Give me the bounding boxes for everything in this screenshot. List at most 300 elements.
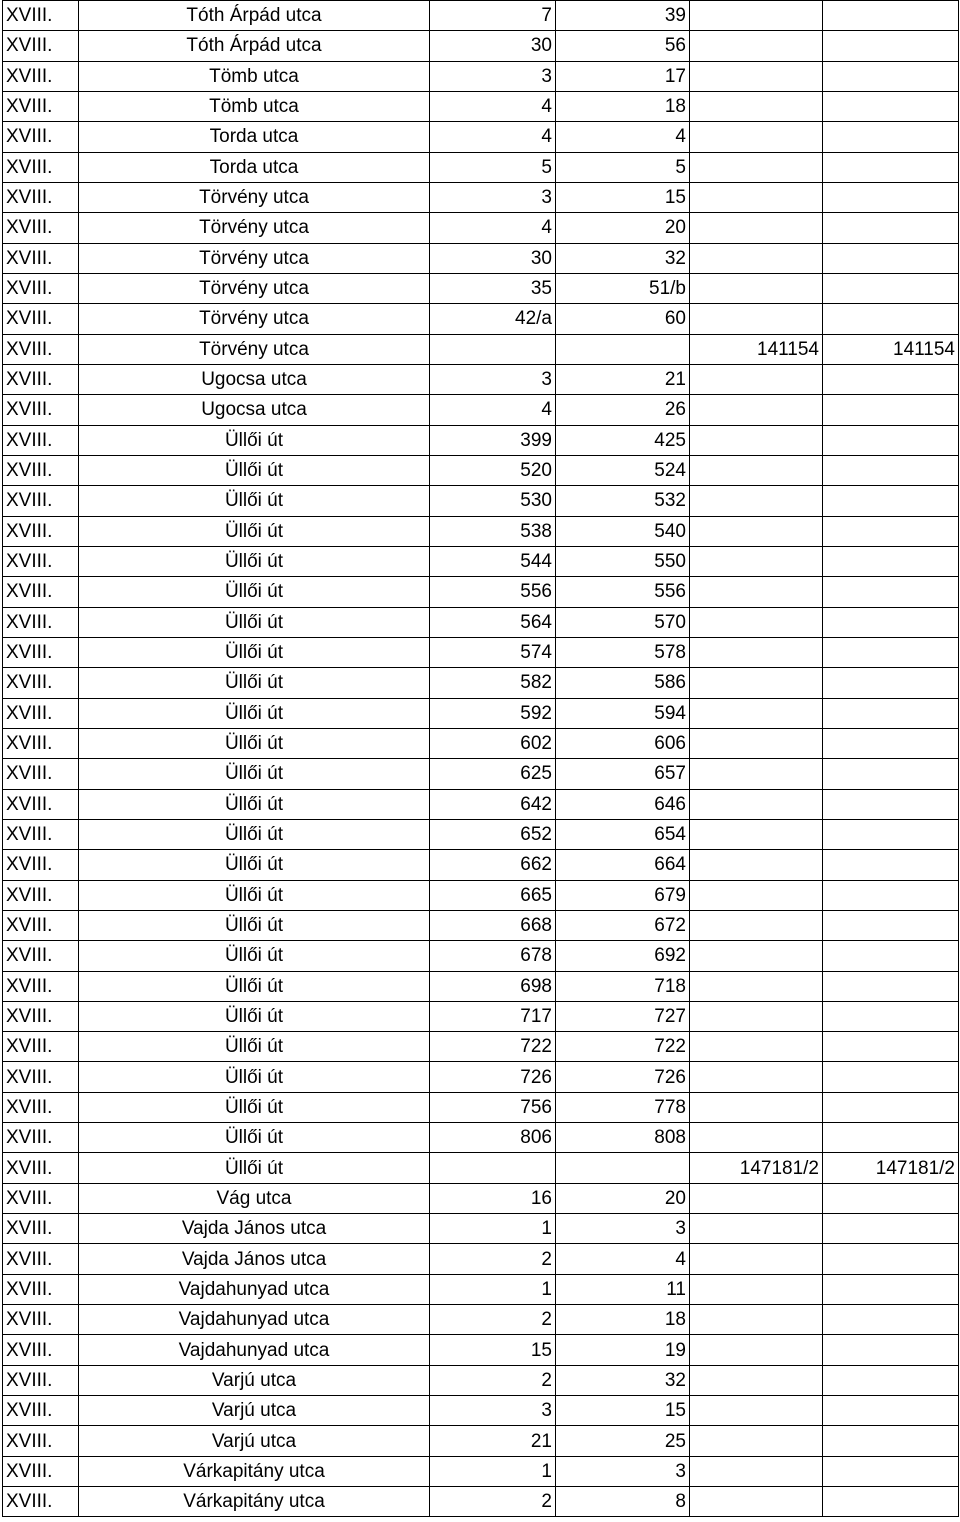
lot-number-end-cell [823, 546, 959, 576]
from-number-cell: 4 [430, 213, 556, 243]
to-number-cell: 672 [556, 910, 690, 940]
table-row [3, 1214, 959, 1244]
to-number-cell: 11 [556, 1274, 690, 1304]
street-name-cell: Vajdahunyad utca [79, 1335, 430, 1365]
to-number-cell: 39 [556, 1, 690, 31]
lot-number-end-cell [823, 1305, 959, 1335]
district-cell: XVIII. [3, 152, 79, 182]
lot-number-end-cell [823, 941, 959, 971]
lot-number-cell [690, 1123, 823, 1153]
from-number-cell: 3 [430, 61, 556, 91]
from-number-cell: 806 [430, 1123, 556, 1153]
lot-number-cell [690, 486, 823, 516]
to-number-cell: 425 [556, 425, 690, 455]
district-cell: XVIII. [3, 1214, 79, 1244]
to-number-cell: 32 [556, 243, 690, 273]
from-number-cell: 2 [430, 1365, 556, 1395]
street-name-cell: Törvény utca [79, 213, 430, 243]
street-name-cell: Üllői út [79, 1001, 430, 1031]
from-number-cell: 1 [430, 1274, 556, 1304]
lot-number-end-cell [823, 789, 959, 819]
street-name-cell: Ugocsa utca [79, 395, 430, 425]
district-cell: XVIII. [3, 819, 79, 849]
district-cell: XVIII. [3, 243, 79, 273]
to-number-cell: 5 [556, 152, 690, 182]
lot-number-end-cell [823, 1214, 959, 1244]
lot-number-cell [690, 182, 823, 212]
to-number-cell: 15 [556, 1396, 690, 1426]
district-cell: XVIII. [3, 668, 79, 698]
lot-number-cell [690, 880, 823, 910]
district-cell: XVIII. [3, 1092, 79, 1122]
from-number-cell: 602 [430, 728, 556, 758]
from-number-cell: 665 [430, 880, 556, 910]
from-number-cell: 3 [430, 364, 556, 394]
table-row [3, 152, 959, 182]
table-row [3, 1305, 959, 1335]
district-cell: XVIII. [3, 1062, 79, 1092]
from-number-cell: 2 [430, 1487, 556, 1517]
lot-number-end-cell [823, 152, 959, 182]
street-name-cell: Vág utca [79, 1183, 430, 1213]
lot-number-end-cell [823, 516, 959, 546]
lot-number-end-cell [823, 1062, 959, 1092]
lot-number-cell [690, 152, 823, 182]
lot-number-cell [690, 759, 823, 789]
table-row [3, 304, 959, 334]
district-cell: XVIII. [3, 637, 79, 667]
to-number-cell: 578 [556, 637, 690, 667]
lot-number-end-cell [823, 1426, 959, 1456]
street-name-cell: Üllői út [79, 910, 430, 940]
lot-number-end-cell [823, 31, 959, 61]
street-name-cell: Varjú utca [79, 1365, 430, 1395]
lot-number-cell [690, 425, 823, 455]
to-number-cell: 606 [556, 728, 690, 758]
address-table [2, 0, 959, 1517]
lot-number-end-cell [823, 1274, 959, 1304]
lot-number-end-cell [823, 213, 959, 243]
lot-number-cell [690, 789, 823, 819]
table-row [3, 1426, 959, 1456]
table-row [3, 1456, 959, 1486]
lot-number-end-cell [823, 698, 959, 728]
to-number-cell: 25 [556, 1426, 690, 1456]
lot-number-end-cell [823, 1487, 959, 1517]
lot-number-end-cell [823, 91, 959, 121]
district-cell: XVIII. [3, 1456, 79, 1486]
lot-number-cell [690, 819, 823, 849]
to-number-cell: 586 [556, 668, 690, 698]
table-row [3, 1335, 959, 1365]
street-name-cell: Üllői út [79, 637, 430, 667]
to-number-cell: 21 [556, 364, 690, 394]
district-cell: XVIII. [3, 1305, 79, 1335]
to-number-cell: 808 [556, 1123, 690, 1153]
to-number-cell: 26 [556, 395, 690, 425]
to-number-cell: 3 [556, 1456, 690, 1486]
lot-number-cell [690, 395, 823, 425]
district-cell: XVIII. [3, 789, 79, 819]
lot-number-end-cell [823, 728, 959, 758]
district-cell: XVIII. [3, 1487, 79, 1517]
to-number-cell: 524 [556, 455, 690, 485]
from-number-cell: 1 [430, 1214, 556, 1244]
street-name-cell: Varjú utca [79, 1396, 430, 1426]
lot-number-end-cell [823, 395, 959, 425]
street-name-cell: Üllői út [79, 577, 430, 607]
from-number-cell: 726 [430, 1062, 556, 1092]
from-number-cell: 678 [430, 941, 556, 971]
district-cell: XVIII. [3, 728, 79, 758]
street-name-cell: Várkapitány utca [79, 1487, 430, 1517]
lot-number-end-cell [823, 668, 959, 698]
lot-number-end-cell [823, 850, 959, 880]
district-cell: XVIII. [3, 1, 79, 31]
from-number-cell: 662 [430, 850, 556, 880]
street-name-cell: Törvény utca [79, 273, 430, 303]
to-number-cell: 692 [556, 941, 690, 971]
to-number-cell: 556 [556, 577, 690, 607]
table-row [3, 516, 959, 546]
from-number-cell: 756 [430, 1092, 556, 1122]
lot-number-end-cell: 147181/2 [823, 1153, 959, 1183]
from-number-cell: 4 [430, 91, 556, 121]
table-row [3, 395, 959, 425]
from-number-cell: 722 [430, 1032, 556, 1062]
from-number-cell: 5 [430, 152, 556, 182]
street-name-cell: Vajda János utca [79, 1214, 430, 1244]
district-cell: XVIII. [3, 546, 79, 576]
street-name-cell: Üllői út [79, 941, 430, 971]
lot-number-end-cell [823, 1335, 959, 1365]
lot-number-cell [690, 971, 823, 1001]
street-name-cell: Üllői út [79, 819, 430, 849]
district-cell: XVIII. [3, 850, 79, 880]
from-number-cell: 2 [430, 1244, 556, 1274]
lot-number-end-cell [823, 182, 959, 212]
table-row [3, 637, 959, 667]
to-number-cell: 679 [556, 880, 690, 910]
lot-number-end-cell [823, 1092, 959, 1122]
to-number-cell: 3 [556, 1214, 690, 1244]
lot-number-cell [690, 1456, 823, 1486]
lot-number-cell [690, 546, 823, 576]
table-row [3, 1001, 959, 1031]
street-name-cell: Üllői út [79, 668, 430, 698]
lot-number-cell [690, 698, 823, 728]
to-number-cell: 664 [556, 850, 690, 880]
lot-number-cell [690, 1365, 823, 1395]
from-number-cell: 717 [430, 1001, 556, 1031]
lot-number-cell [690, 1244, 823, 1274]
district-cell: XVIII. [3, 759, 79, 789]
to-number-cell: 19 [556, 1335, 690, 1365]
table-row [3, 334, 959, 364]
table-row [3, 1153, 959, 1183]
to-number-cell: 657 [556, 759, 690, 789]
from-number-cell: 668 [430, 910, 556, 940]
to-number-cell: 718 [556, 971, 690, 1001]
table-row [3, 546, 959, 576]
lot-number-cell [690, 213, 823, 243]
lot-number-cell [690, 455, 823, 485]
district-cell: XVIII. [3, 91, 79, 121]
lot-number-end-cell [823, 122, 959, 152]
lot-number-end-cell [823, 1032, 959, 1062]
to-number-cell: 540 [556, 516, 690, 546]
from-number-cell: 21 [430, 1426, 556, 1456]
to-number-cell: 726 [556, 1062, 690, 1092]
lot-number-end-cell [823, 910, 959, 940]
from-number-cell: 30 [430, 31, 556, 61]
district-cell: XVIII. [3, 334, 79, 364]
street-name-cell: Üllői út [79, 1153, 430, 1183]
from-number-cell: 42/a [430, 304, 556, 334]
district-cell: XVIII. [3, 182, 79, 212]
lot-number-cell [690, 1305, 823, 1335]
table-row [3, 1365, 959, 1395]
lot-number-cell [690, 607, 823, 637]
street-name-cell: Üllői út [79, 698, 430, 728]
district-cell: XVIII. [3, 698, 79, 728]
to-number-cell: 722 [556, 1032, 690, 1062]
table-row [3, 819, 959, 849]
from-number-cell: 530 [430, 486, 556, 516]
district-cell: XVIII. [3, 1396, 79, 1426]
street-name-cell: Vajda János utca [79, 1244, 430, 1274]
lot-number-cell [690, 1426, 823, 1456]
to-number-cell: 51/b [556, 273, 690, 303]
from-number-cell: 7 [430, 1, 556, 31]
to-number-cell: 15 [556, 182, 690, 212]
from-number-cell: 399 [430, 425, 556, 455]
lot-number-end-cell [823, 971, 959, 1001]
street-name-cell: Üllői út [79, 455, 430, 485]
to-number-cell [556, 334, 690, 364]
lot-number-end-cell [823, 273, 959, 303]
lot-number-cell [690, 122, 823, 152]
lot-number-cell [690, 61, 823, 91]
street-name-cell: Üllői út [79, 546, 430, 576]
street-name-cell: Üllői út [79, 1032, 430, 1062]
lot-number-cell [690, 1396, 823, 1426]
lot-number-cell [690, 1, 823, 31]
district-cell: XVIII. [3, 1426, 79, 1456]
street-name-cell: Üllői út [79, 971, 430, 1001]
table-row [3, 1123, 959, 1153]
lot-number-cell [690, 728, 823, 758]
lot-number-cell [690, 637, 823, 667]
to-number-cell: 32 [556, 1365, 690, 1395]
table-row [3, 1396, 959, 1426]
district-cell: XVIII. [3, 941, 79, 971]
from-number-cell: 16 [430, 1183, 556, 1213]
lot-number-end-cell [823, 243, 959, 273]
lot-number-cell [690, 1062, 823, 1092]
lot-number-cell [690, 516, 823, 546]
table-row [3, 1183, 959, 1213]
to-number-cell: 20 [556, 1183, 690, 1213]
district-cell: XVIII. [3, 364, 79, 394]
to-number-cell: 778 [556, 1092, 690, 1122]
street-name-cell: Üllői út [79, 850, 430, 880]
lot-number-cell [690, 1335, 823, 1365]
district-cell: XVIII. [3, 880, 79, 910]
to-number-cell: 56 [556, 31, 690, 61]
table-row [3, 941, 959, 971]
from-number-cell [430, 334, 556, 364]
lot-number-end-cell [823, 304, 959, 334]
lot-number-end-cell [823, 364, 959, 394]
lot-number-end-cell [823, 425, 959, 455]
from-number-cell: 582 [430, 668, 556, 698]
to-number-cell: 18 [556, 91, 690, 121]
street-name-cell: Varjú utca [79, 1426, 430, 1456]
lot-number-cell [690, 304, 823, 334]
lot-number-end-cell [823, 1001, 959, 1031]
from-number-cell: 4 [430, 395, 556, 425]
to-number-cell: 60 [556, 304, 690, 334]
table-row [3, 698, 959, 728]
street-name-cell: Üllői út [79, 486, 430, 516]
to-number-cell: 646 [556, 789, 690, 819]
lot-number-cell [690, 850, 823, 880]
to-number-cell: 570 [556, 607, 690, 637]
from-number-cell: 556 [430, 577, 556, 607]
street-name-cell: Torda utca [79, 152, 430, 182]
lot-number-end-cell [823, 61, 959, 91]
lot-number-end-cell [823, 577, 959, 607]
address-table-body [3, 1, 959, 1517]
table-row [3, 486, 959, 516]
street-name-cell: Üllői út [79, 880, 430, 910]
from-number-cell: 574 [430, 637, 556, 667]
district-cell: XVIII. [3, 1001, 79, 1031]
lot-number-cell [690, 1183, 823, 1213]
lot-number-cell [690, 1092, 823, 1122]
lot-number-end-cell [823, 1, 959, 31]
street-name-cell: Üllői út [79, 759, 430, 789]
street-name-cell: Vajdahunyad utca [79, 1305, 430, 1335]
district-cell: XVIII. [3, 1244, 79, 1274]
district-cell: XVIII. [3, 1365, 79, 1395]
table-row [3, 243, 959, 273]
district-cell: XVIII. [3, 395, 79, 425]
table-row [3, 789, 959, 819]
lot-number-cell [690, 577, 823, 607]
street-name-cell: Tömb utca [79, 91, 430, 121]
lot-number-end-cell [823, 455, 959, 485]
from-number-cell: 15 [430, 1335, 556, 1365]
lot-number-cell [690, 364, 823, 394]
street-name-cell: Ugocsa utca [79, 364, 430, 394]
to-number-cell: 727 [556, 1001, 690, 1031]
district-cell: XVIII. [3, 455, 79, 485]
table-row [3, 182, 959, 212]
to-number-cell: 4 [556, 122, 690, 152]
street-name-cell: Vajdahunyad utca [79, 1274, 430, 1304]
from-number-cell: 2 [430, 1305, 556, 1335]
from-number-cell: 35 [430, 273, 556, 303]
street-name-cell: Törvény utca [79, 243, 430, 273]
table-row [3, 668, 959, 698]
district-cell: XVIII. [3, 516, 79, 546]
table-row [3, 61, 959, 91]
street-name-cell: Törvény utca [79, 182, 430, 212]
lot-number-end-cell [823, 1183, 959, 1213]
lot-number-end-cell [823, 880, 959, 910]
street-name-cell: Torda utca [79, 122, 430, 152]
table-row [3, 273, 959, 303]
table-row [3, 607, 959, 637]
table-row [3, 425, 959, 455]
table-row [3, 31, 959, 61]
from-number-cell: 3 [430, 1396, 556, 1426]
lot-number-cell [690, 910, 823, 940]
lot-number-cell [690, 243, 823, 273]
district-cell: XVIII. [3, 910, 79, 940]
table-row [3, 122, 959, 152]
from-number-cell: 1 [430, 1456, 556, 1486]
lot-number-end-cell [823, 1365, 959, 1395]
district-cell: XVIII. [3, 1153, 79, 1183]
to-number-cell: 17 [556, 61, 690, 91]
lot-number-cell [690, 941, 823, 971]
lot-number-end-cell: 141154 [823, 334, 959, 364]
table-row [3, 577, 959, 607]
table-row [3, 1062, 959, 1092]
street-name-cell: Tömb utca [79, 61, 430, 91]
lot-number-end-cell [823, 1396, 959, 1426]
table-row [3, 1, 959, 31]
table-row [3, 91, 959, 121]
to-number-cell: 20 [556, 213, 690, 243]
district-cell: XVIII. [3, 1123, 79, 1153]
district-cell: XVIII. [3, 1183, 79, 1213]
from-number-cell: 3 [430, 182, 556, 212]
table-row [3, 1274, 959, 1304]
street-name-cell: Üllői út [79, 1062, 430, 1092]
district-cell: XVIII. [3, 213, 79, 243]
to-number-cell: 4 [556, 1244, 690, 1274]
district-cell: XVIII. [3, 31, 79, 61]
street-name-cell: Tóth Árpád utca [79, 31, 430, 61]
from-number-cell: 698 [430, 971, 556, 1001]
to-number-cell [556, 1153, 690, 1183]
district-cell: XVIII. [3, 1032, 79, 1062]
district-cell: XVIII. [3, 273, 79, 303]
lot-number-cell [690, 1214, 823, 1244]
lot-number-end-cell [823, 1123, 959, 1153]
from-number-cell: 625 [430, 759, 556, 789]
lot-number-cell [690, 1487, 823, 1517]
to-number-cell: 550 [556, 546, 690, 576]
lot-number-cell: 141154 [690, 334, 823, 364]
street-name-cell: Várkapitány utca [79, 1456, 430, 1486]
lot-number-end-cell [823, 486, 959, 516]
street-name-cell: Üllői út [79, 728, 430, 758]
table-row [3, 1092, 959, 1122]
lot-number-cell [690, 1032, 823, 1062]
from-number-cell: 592 [430, 698, 556, 728]
street-name-cell: Törvény utca [79, 334, 430, 364]
lot-number-cell [690, 668, 823, 698]
district-cell: XVIII. [3, 122, 79, 152]
to-number-cell: 8 [556, 1487, 690, 1517]
table-row [3, 971, 959, 1001]
from-number-cell: 642 [430, 789, 556, 819]
